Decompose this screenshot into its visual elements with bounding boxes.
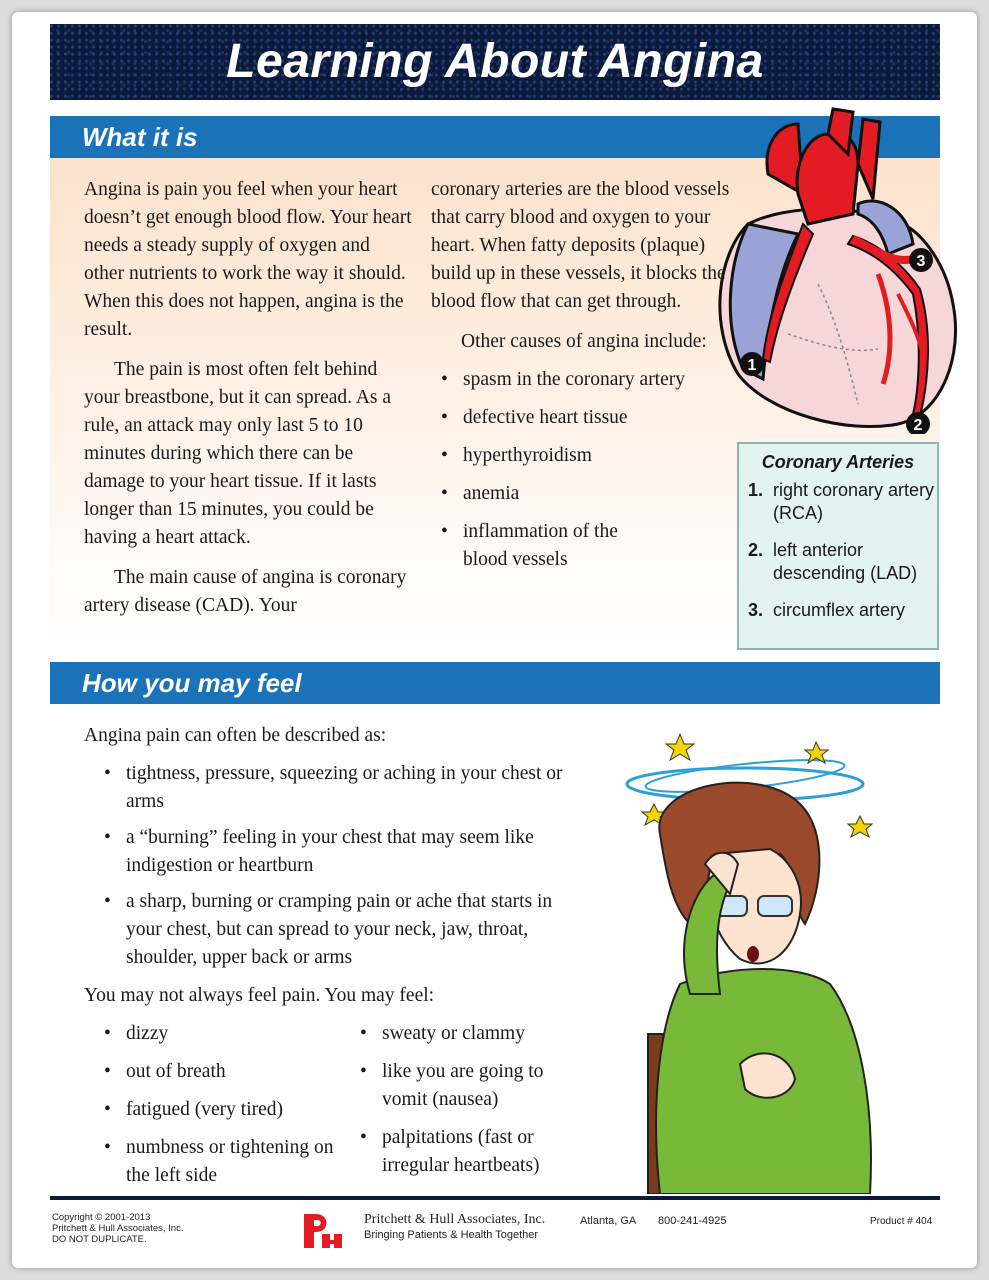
list-item: • numbness or tightening on the left side (104, 1134, 344, 1190)
copyright: Copyright © 2001-2013 (52, 1212, 151, 1223)
section2-header (50, 662, 940, 704)
list-item: • anemia (441, 480, 731, 508)
section1-column-left (84, 176, 414, 620)
section2-heading: How you may feel (82, 668, 302, 698)
list-item: • palpitations (fast or irregular heartbeats) (360, 1124, 570, 1180)
heart-marker-3: 3 (916, 253, 926, 270)
heart-illustration (708, 104, 966, 434)
list-item: 2. left anterior descending (LAD) (748, 540, 918, 583)
company-name: Pritchett & Hull Associates, Inc. (364, 1212, 546, 1227)
list-item: • a sharp, burning or cramping pain or ache that starts in your chest, but can spread to your neck, jaw, throat, shoulder, upper back or arms (104, 888, 564, 972)
paragraph: You may not always feel pain. You may feel: (84, 985, 435, 1006)
list-item: • like you are going to vomit (nausea) (360, 1058, 570, 1114)
list-item: • out of breath (104, 1058, 344, 1086)
company-small: Pritchett & Hull Associates, Inc. (52, 1223, 184, 1234)
list-item: 1. right coronary artery (RCA) (748, 480, 935, 523)
list-item: • sweaty or clammy (360, 1020, 570, 1048)
coronary-arteries-box (737, 442, 939, 650)
feel-list-left (104, 1020, 344, 1190)
dizzy-woman-illustration (620, 724, 920, 1194)
list-item: • a “burning” feeling in your chest that may seem like indigestion or heartburn (104, 824, 564, 880)
list-item: 3. circumflex artery (748, 600, 906, 620)
paragraph: Angina is pain you feel when your heart doesn’t get enough blood flow. Your heart needs a steady supply of oxygen and other nutrients to work the way it should. When this does not happen, angina is the result. (84, 179, 412, 340)
tagline: Bringing Patients & Health Together (364, 1229, 539, 1241)
footer-rule (50, 1196, 940, 1200)
heart-marker-1: 1 (747, 357, 757, 374)
list-item: • dizzy (104, 1020, 344, 1048)
section1-heading: What it is (82, 122, 198, 152)
heart-marker-2: 2 (913, 417, 923, 434)
list-item: • inflammation of the blood vessels (441, 518, 633, 574)
paragraph: coronary arteries are the blood vessels that carry blood and oxygen to your heart. When fatty deposits (plaque) build up in these vessels, it blocks the blood flow that can get through. (431, 179, 730, 312)
copyright-block (52, 1212, 183, 1245)
artery-list (739, 479, 937, 622)
do-not-duplicate: DO NOT DUPLICATE. (52, 1234, 147, 1245)
title-banner (50, 24, 940, 100)
list-item: • fatigued (very tired) (104, 1096, 344, 1124)
paragraph: Angina pain can often be described as: (84, 725, 387, 746)
city: Atlanta, GA (580, 1215, 637, 1227)
causes-intro: Other causes of angina include: (461, 331, 707, 352)
paragraph: The main cause of angina is coronary artery disease (CAD). Your (84, 567, 407, 616)
list-item: • tightness, pressure, squeezing or aching in your chest or arms (104, 760, 564, 816)
list-item: • hyperthyroidism (441, 442, 731, 470)
feel-list-right (360, 1020, 570, 1180)
phone: 800-241-4925 (658, 1215, 727, 1227)
section2-text (84, 722, 564, 1010)
product-number: Product # 404 (870, 1216, 933, 1227)
section1-column-right (431, 176, 731, 574)
causes-list (431, 366, 731, 574)
box-title: Coronary Arteries (761, 452, 915, 472)
descriptions-list (84, 760, 564, 972)
ph-logo (300, 1210, 348, 1254)
page-title: Learning About Angina (226, 35, 764, 88)
list-item: • spasm in the coronary artery (441, 366, 731, 394)
handout-card (12, 12, 977, 1268)
paragraph: The pain is most often felt behind your breastbone, but it can spread. As a rule, an attack may only last 5 to 10 minutes during which there can be damage to your heart tissue. If it lasts longer than 15 minutes, you could be having a heart attack. (84, 359, 392, 548)
list-item: • defective heart tissue (441, 404, 731, 432)
